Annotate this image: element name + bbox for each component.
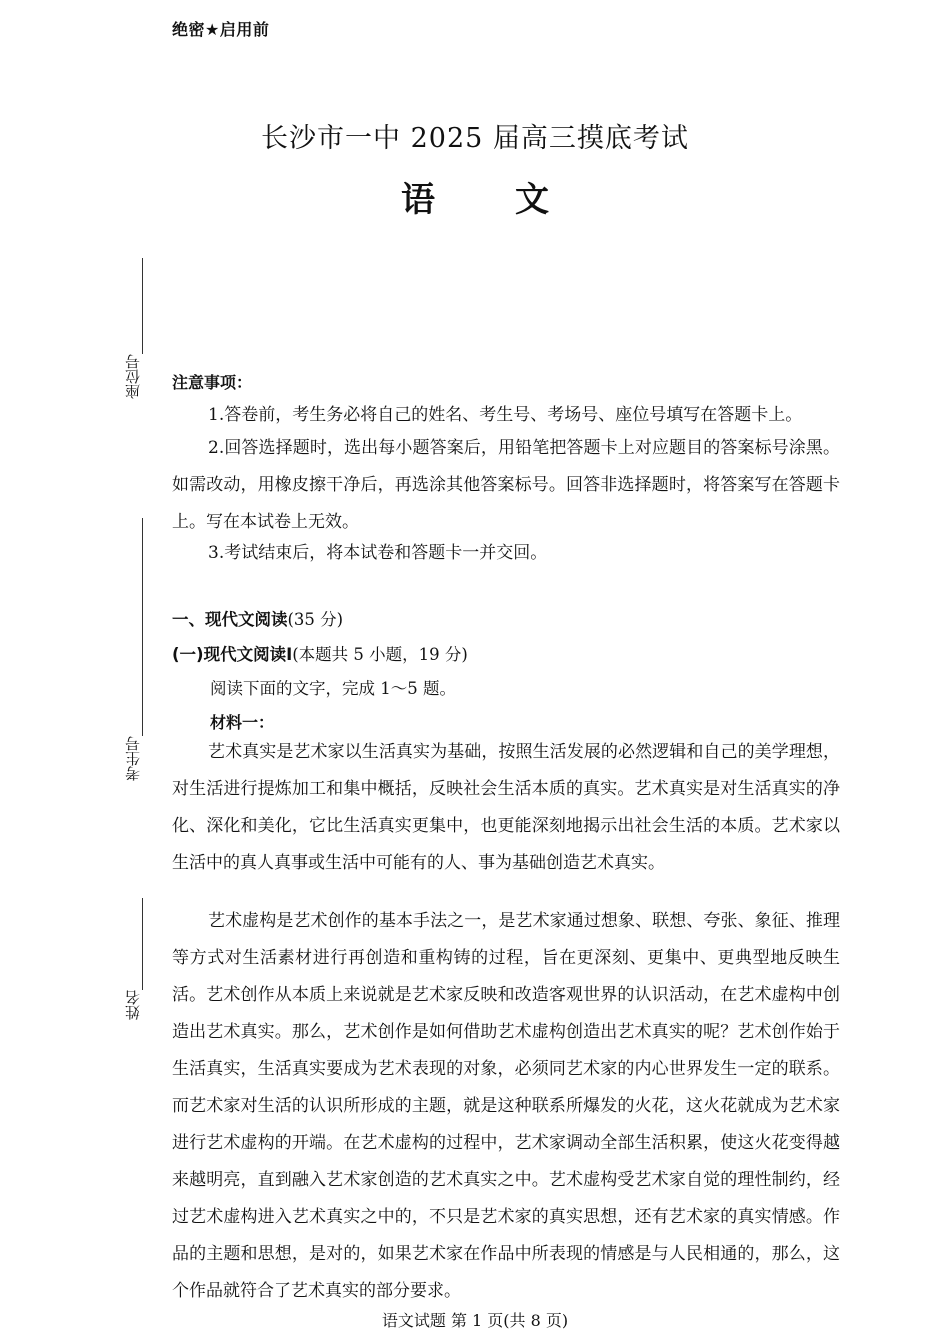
section-heading xyxy=(172,606,343,630)
name-line xyxy=(142,898,143,990)
confidential-label: 绝密★启用前 xyxy=(172,20,270,39)
note-item-1: 1.答卷前，考生务必将自己的姓名、考生号、考场号、座位号填写在答题卡上。 xyxy=(208,405,803,425)
name-label: 姓名 xyxy=(124,990,142,1020)
exam-title: 长沙市一中 2025 届高三摸底考试 xyxy=(261,123,689,154)
section-score: (35 分) xyxy=(287,610,344,629)
material-label: 材料一： xyxy=(210,713,275,732)
subject-title: 语文 xyxy=(401,180,629,220)
note-item-2: 2.回答选择题时，选出每小题答案后，用铅笔把答题卡上对应题目的答案标号涂黑。如需改动，用橡皮擦干净后，再选涂其他答案标号。回答非选择题时，将答案写在答题卡上。写在本试卷上无效。 xyxy=(172,438,840,532)
seat-label: 座位号 xyxy=(124,354,142,399)
material-paragraph-2: 艺术虚构是艺术创作的基本手法之一，是艺术家通过想象、联想、夸张、象征、推理等方式对生活素材进行再创造和重构铸的过程，旨在更深刻、更集中、更典型地反映生活。艺术创作从本质上来说就是艺术家反映和改造客观世界的认识活动，在艺术虚构中创造出艺术真实。那么，艺术创作是如何借助艺术虚构创造出艺术真实的呢？艺术创作始于生活真实，生活真实要成为艺术表现的对象，必须同艺术家的内心世界发生一定的联系。而艺术家对生活的认识所形成的主题，就是这种联系所爆发的火花，这火花就成为艺术家进行艺术虚构的开端。在艺术虚构的过程中，艺术家调动全部生活积累，使这火花变得越来越明亮，直到融入艺术家创造的艺术真实之中。艺术虚构受艺术家自觉的理性制约，经过艺术虚构进入艺术真实之中的，不只是艺术家的真实思想，还有艺术家的真实情感。作品的主题和思想，是对的，如果艺术家在作品中所表现的情感是与人民相通的，那么，这个作品就符合了艺术真实的部分要求。 xyxy=(172,911,840,1301)
exam-no-line xyxy=(142,518,143,736)
section-title: 一、现代文阅读 xyxy=(172,610,288,629)
material-paragraph-1: 艺术真实是艺术家以生活真实为基础，按照生活发展的必然逻辑和自己的美学理想，对生活进行提炼加工和集中概括，反映社会生活本质的真实。艺术真实是对生活真实的净化、深化和美化，它比生活真实更集中，也更能深刻地揭示出社会生活的本质。艺术家以生活中的真人真事或生活中可能有的人、事为基础创造艺术真实。 xyxy=(172,742,840,873)
seat-line xyxy=(142,258,143,354)
subsection-title: (一)现代文阅读Ⅰ xyxy=(172,645,293,664)
note-item-3: 3.考试结束后，将本试卷和答题卡一并交回。 xyxy=(208,543,548,563)
notes-heading: 注意事项： xyxy=(172,373,253,392)
instruction: 阅读下面的文字，完成 1～5 题。 xyxy=(210,679,456,698)
exam-no-label: 考生号 xyxy=(124,736,142,781)
subsection-heading xyxy=(172,641,468,665)
subsection-score: (本题共 5 小题，19 分) xyxy=(292,645,468,664)
page-footer: 语文试题 第 1 页(共 8 页) xyxy=(381,1311,569,1330)
